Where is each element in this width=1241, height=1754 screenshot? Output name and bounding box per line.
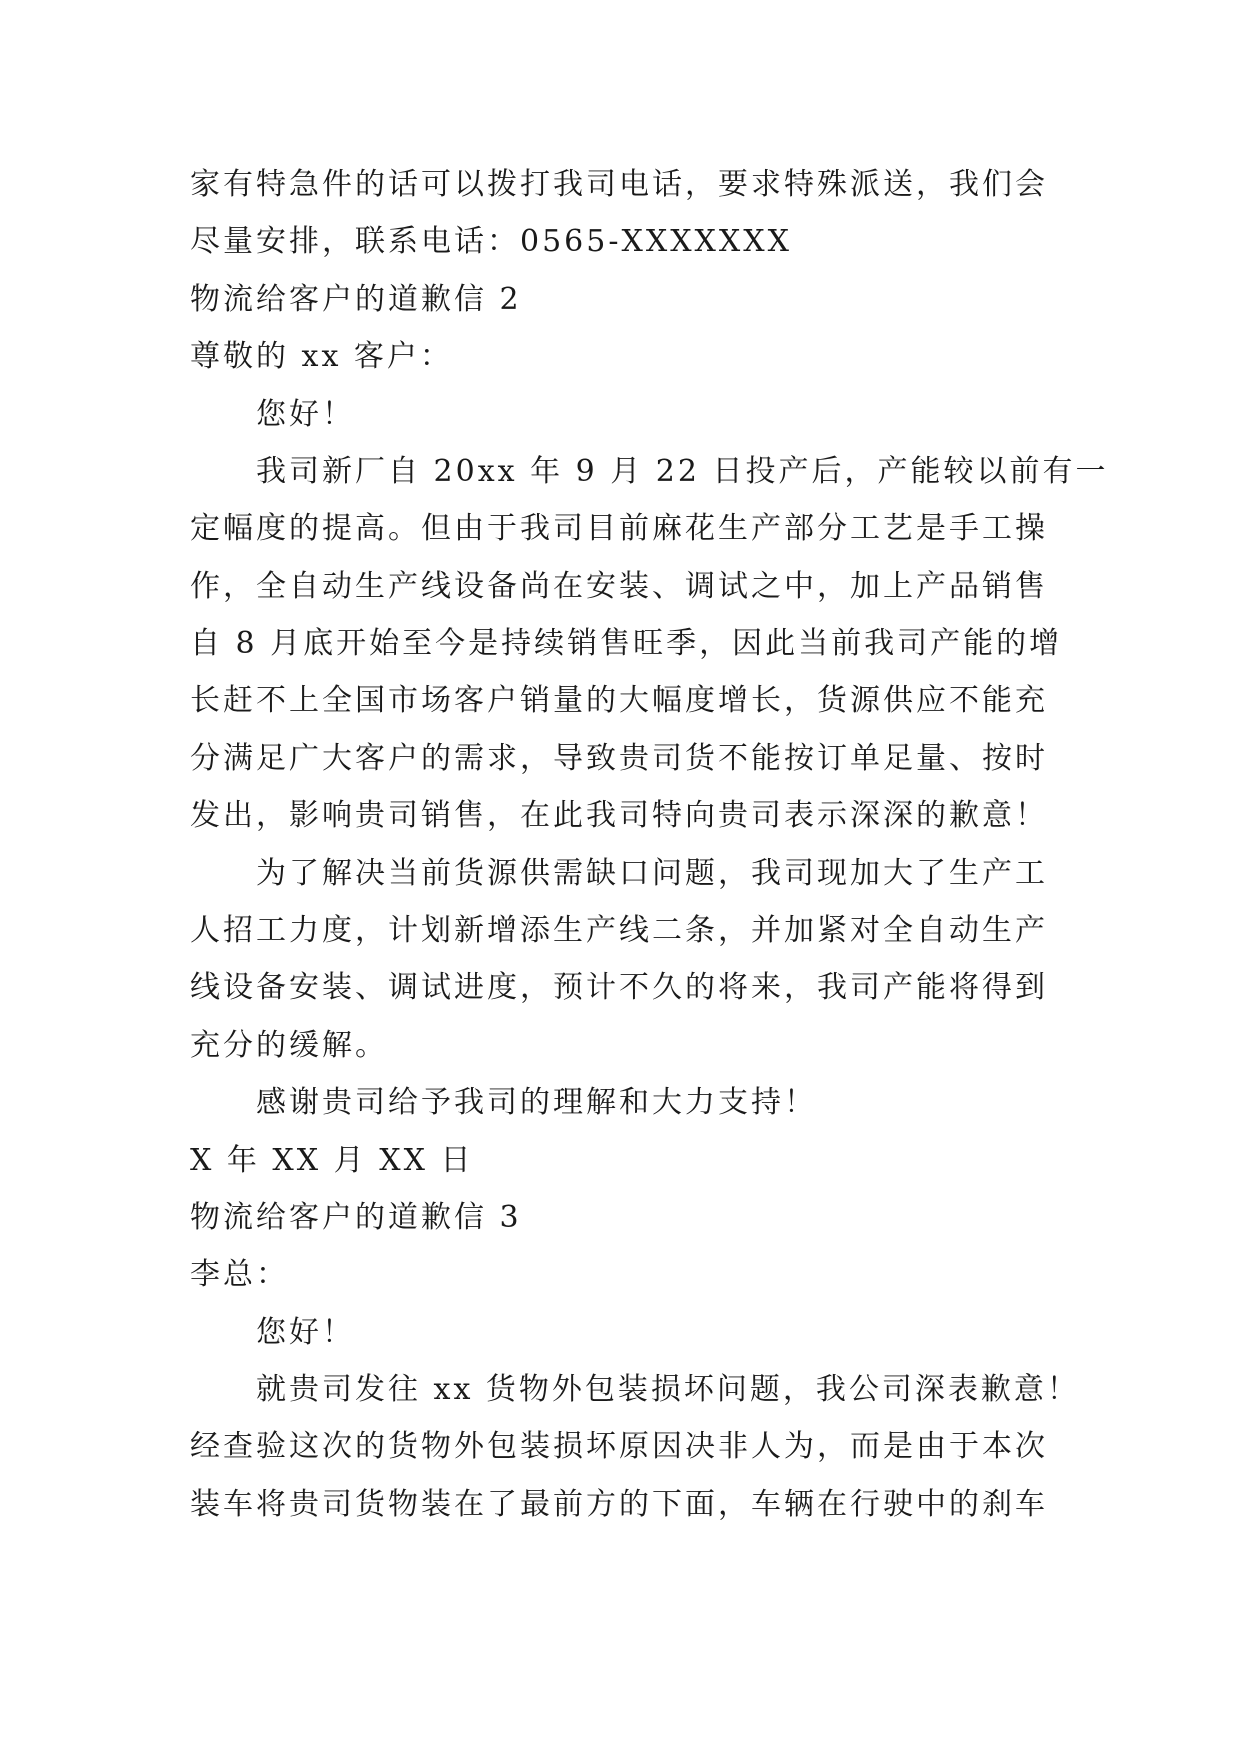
- closing-line: 感谢贵司给予我司的理解和大力支持！: [256, 1085, 817, 1120]
- paragraph-line: 人招工力度，计划新增添生产线二条，并加紧对全自动生产: [190, 913, 1048, 948]
- section-title: 物流给客户的道歉信 2: [190, 282, 522, 317]
- text-line: 家有特急件的话可以拨打我司电话，要求特殊派送，我们会: [190, 167, 1048, 202]
- paragraph-line: 充分的缓解。: [190, 1028, 388, 1063]
- paragraph-line: 发出，影响贵司销售，在此我司特向贵司表示深深的歉意！: [190, 798, 1048, 833]
- text-line: 尽量安排，联系电话：0565-XXXXXXX: [190, 224, 792, 259]
- paragraph-line: 就贵司发往 xx 货物外包装损坏问题，我公司深表歉意！: [256, 1372, 1080, 1407]
- paragraph-line: 为了解决当前货源供需缺口问题，我司现加大了生产工: [256, 856, 1048, 891]
- paragraph-line: 线设备安装、调试进度，预计不久的将来，我司产能将得到: [190, 970, 1048, 1005]
- paragraph-line: 我司新厂自 20xx 年 9 月 22 日投产后，产能较以前有一: [256, 454, 1109, 489]
- paragraph-line: 经查验这次的货物外包装损坏原因决非人为，而是由于本次: [190, 1429, 1048, 1464]
- greeting: 您好！: [256, 397, 355, 432]
- paragraph-line: 作，全自动生产线设备尚在安装、调试之中，加上产品销售: [190, 569, 1048, 604]
- salutation: 李总：: [190, 1257, 289, 1292]
- paragraph-line: 装车将贵司货物装在了最前方的下面，车辆在行驶中的刹车: [190, 1487, 1048, 1522]
- section-title: 物流给客户的道歉信 3: [190, 1200, 522, 1235]
- date-line: X 年 XX 月 XX 日: [190, 1143, 474, 1178]
- paragraph-line: 定幅度的提高。但由于我司目前麻花生产部分工艺是手工操: [190, 511, 1048, 546]
- salutation: 尊敬的 xx 客户：: [190, 339, 453, 374]
- paragraph-line: 自 8 月底开始至今是持续销售旺季，因此当前我司产能的增: [190, 626, 1063, 661]
- greeting: 您好！: [256, 1315, 355, 1350]
- paragraph-line: 长赶不上全国市场客户销量的大幅度增长，货源供应不能充: [190, 683, 1048, 718]
- paragraph-line: 分满足广大客户的需求，导致贵司货不能按订单足量、按时: [190, 741, 1048, 776]
